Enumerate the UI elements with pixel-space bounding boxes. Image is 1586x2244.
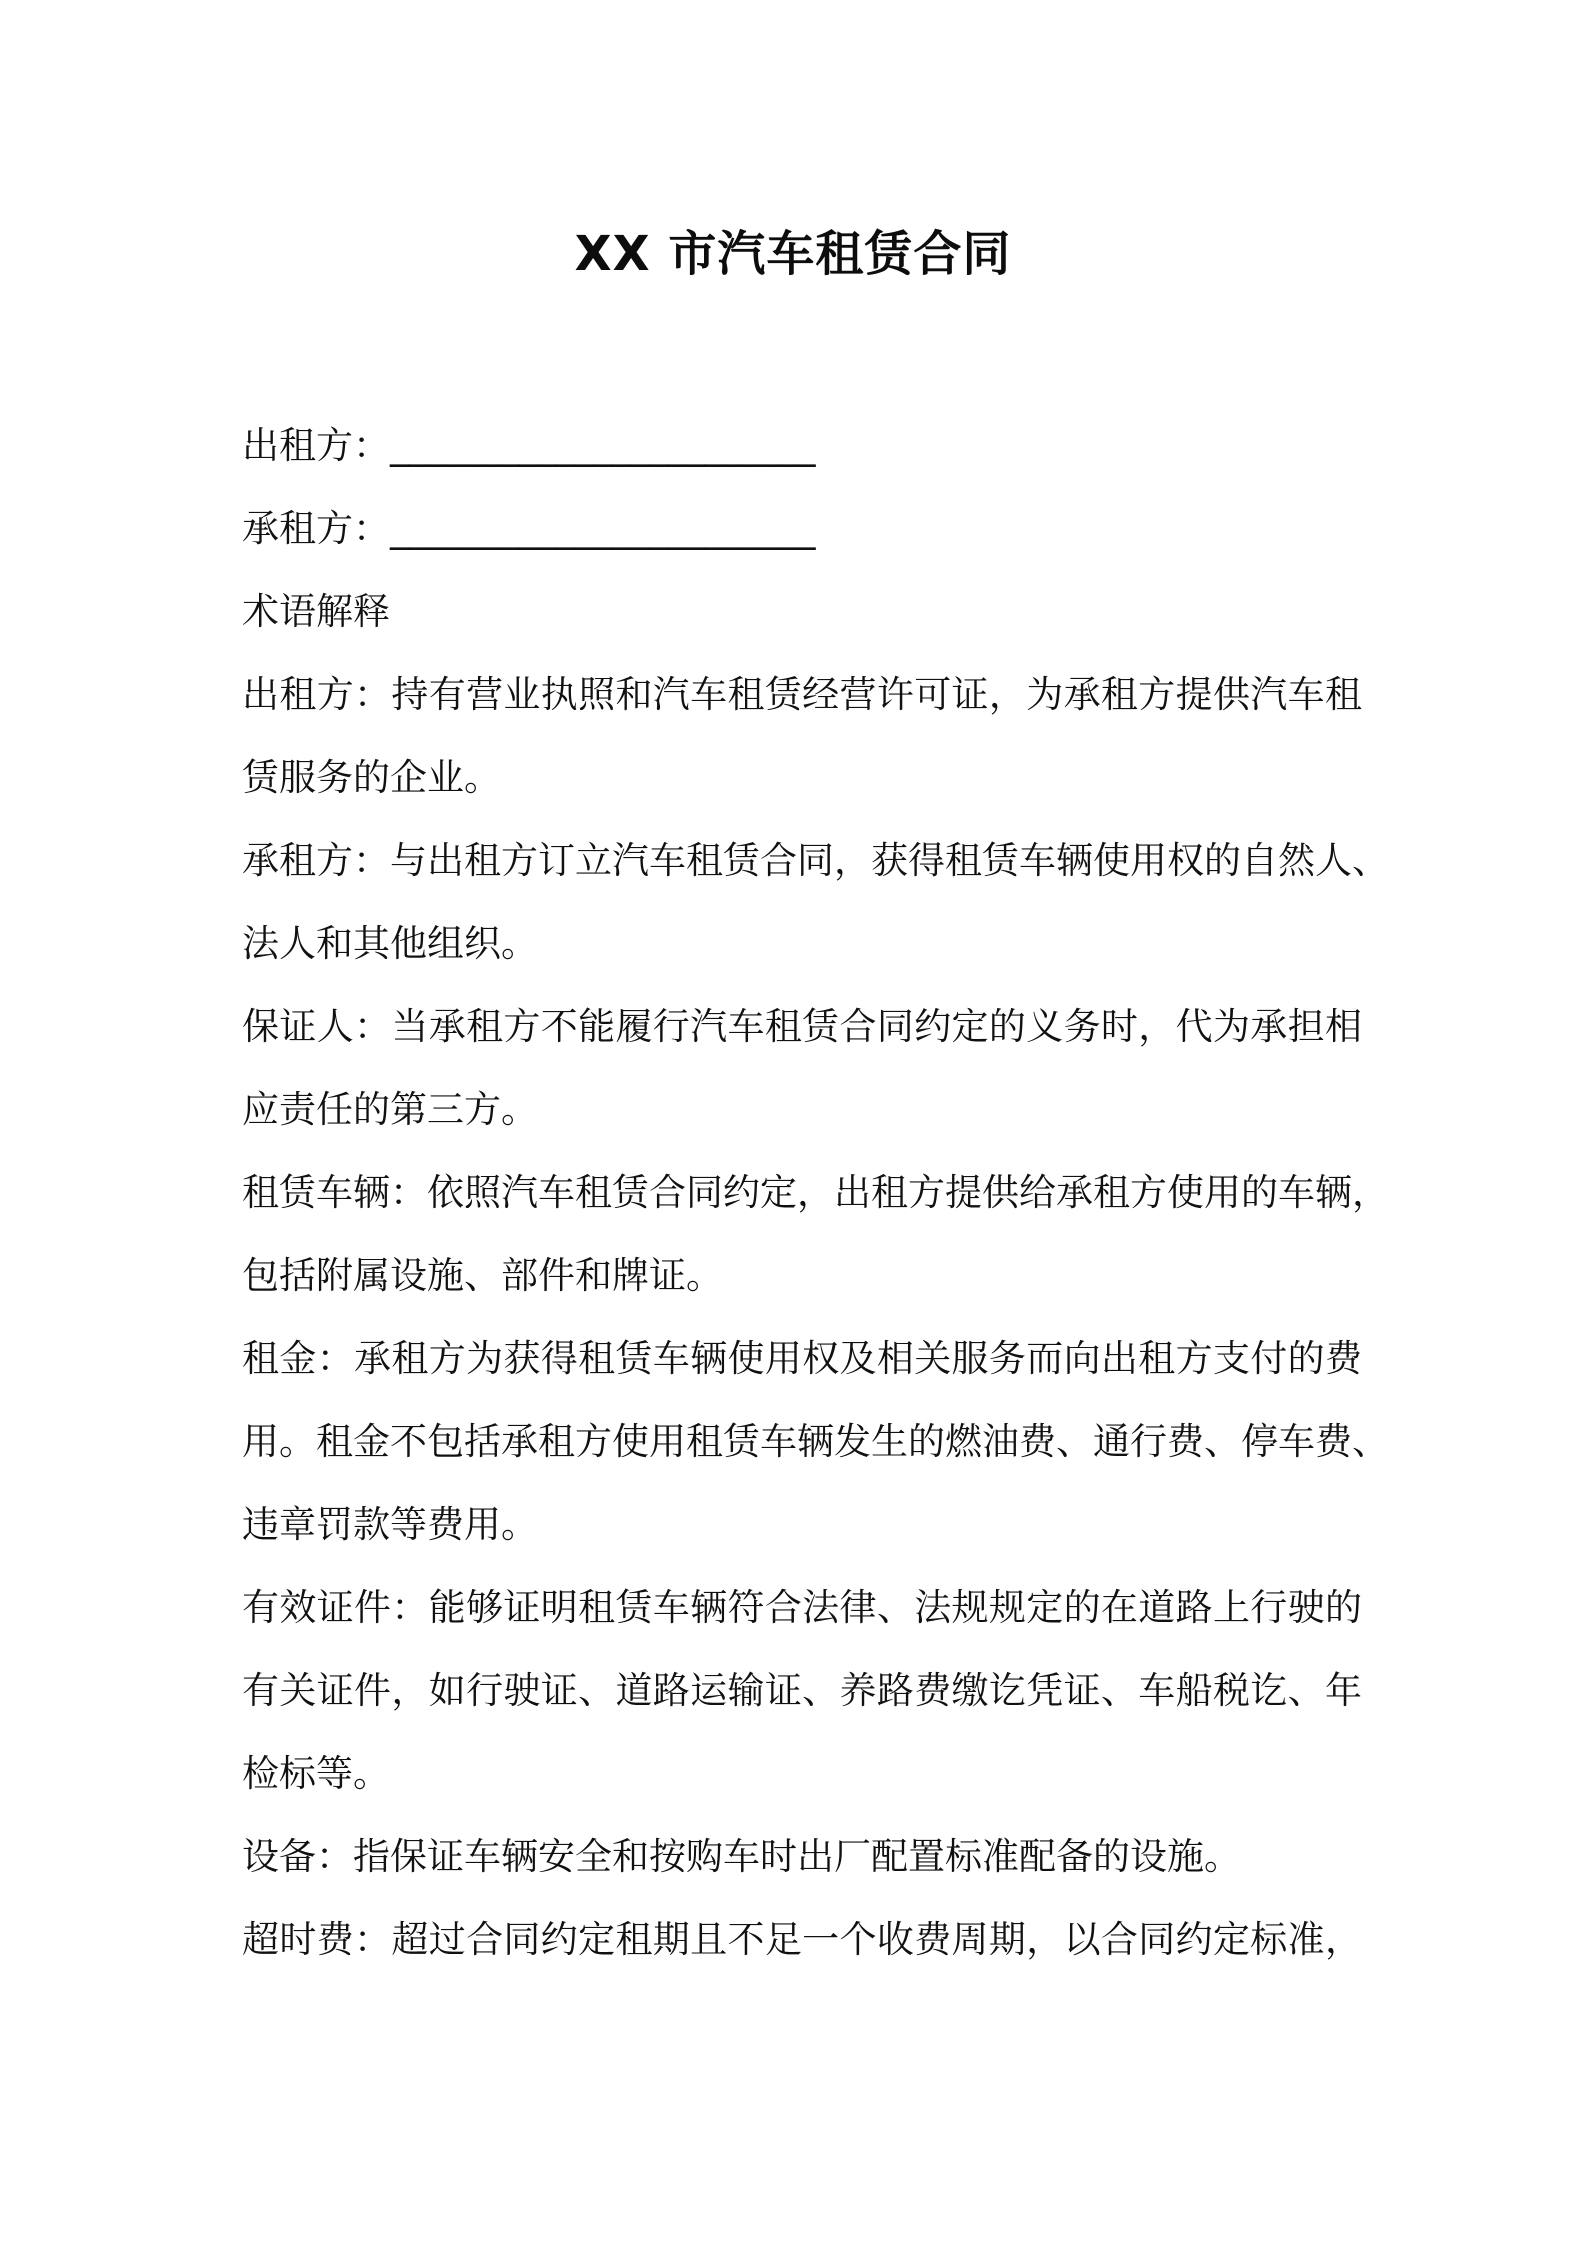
section-heading: 术语解释	[242, 590, 390, 633]
lessor-line: 出租方：_______________________	[242, 424, 816, 467]
definition-documents-line-2: 有关证件，如行驶证、道路运输证、养路费缴讫凭证、车船税讫、年	[242, 1669, 1362, 1712]
definition-vehicle-line-2: 包括附属设施、部件和牌证。	[242, 1254, 723, 1297]
definition-rent-line-1: 租金：承租方为获得租赁车辆使用权及相关服务而向出租方支付的费	[242, 1337, 1362, 1380]
definition-documents-line-1: 有效证件：能够证明租赁车辆符合法律、法规规定的在道路上行驶的	[242, 1586, 1362, 1629]
definition-documents-line-3: 检标等。	[242, 1752, 390, 1795]
definition-rent-line-3: 违章罚款等费用。	[242, 1503, 538, 1546]
definition-lessee-line-2: 法人和其他组织。	[242, 922, 538, 965]
document-body	[242, 404, 1389, 1981]
definition-lessee-line-1: 承租方：与出租方订立汽车租赁合同，获得租赁车辆使用权的自然人、	[242, 839, 1389, 882]
definition-overtime-fee-line-1: 超时费：超过合同约定租期且不足一个收费周期，以合同约定标准，	[242, 1918, 1362, 1961]
definition-lessor-line-1: 出租方：持有营业执照和汽车租赁经营许可证，为承租方提供汽车租	[242, 673, 1362, 716]
definition-guarantor-line-2: 应责任的第三方。	[242, 1088, 538, 1131]
definition-vehicle-line-1: 租赁车辆：依照汽车租赁合同约定，出租方提供给承租方使用的车辆，	[242, 1171, 1389, 1214]
definition-rent-line-2: 用。租金不包括承租方使用租赁车辆发生的燃油费、通行费、停车费、	[242, 1420, 1389, 1463]
document-title: XX 市汽车租赁合同	[574, 226, 1012, 282]
definition-guarantor-line-1: 保证人：当承租方不能履行汽车租赁合同约定的义务时，代为承担相	[242, 1005, 1362, 1048]
definition-equipment-line-1: 设备：指保证车辆安全和按购车时出厂配置标准配备的设施。	[242, 1835, 1241, 1878]
lessee-line: 承租方：_______________________	[242, 507, 816, 550]
definition-lessor-line-2: 赁服务的企业。	[242, 756, 501, 799]
